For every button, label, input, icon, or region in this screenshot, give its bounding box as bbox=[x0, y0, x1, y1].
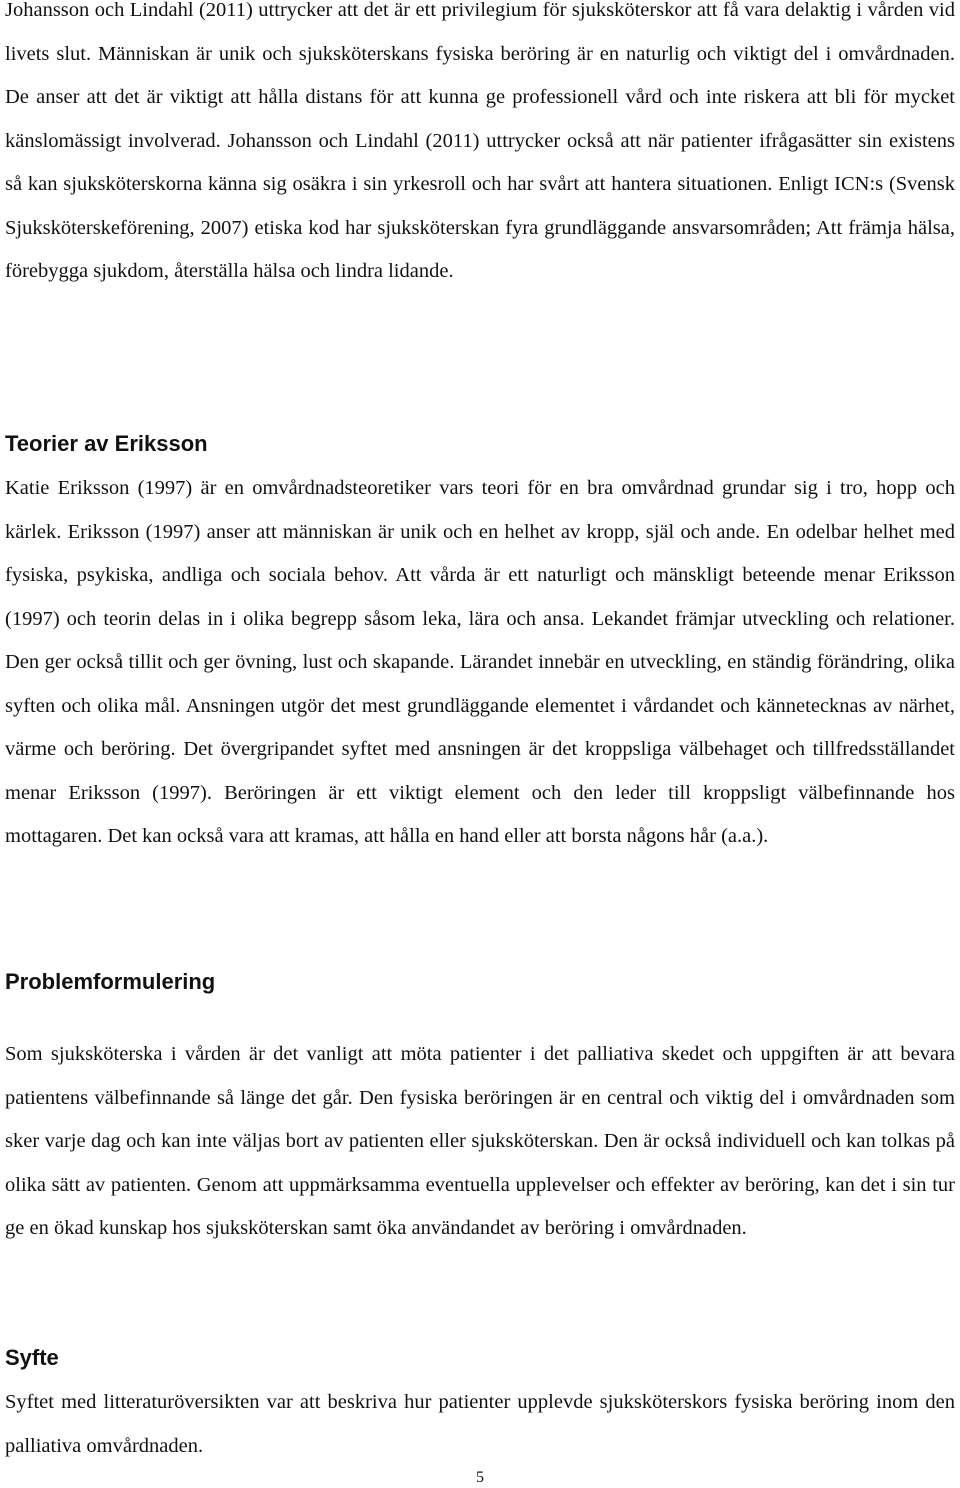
page-number: 5 bbox=[476, 1469, 484, 1486]
section-paragraph-syfte: Syftet med litteraturöversikten var att beskriva hur patienter upplevde sjuksköterskors fysiska beröring inom den palliativa omvårdnaden. bbox=[5, 1391, 955, 1457]
intro-paragraph: Johansson och Lindahl (2011) uttrycker att det är ett privilegium för sjuksköterskor att få vara delaktig i vården vid livets slut. Människan är unik och sjuksköterskans fysiska beröring är en naturlig och viktigt del i omvårdnaden. De anser att det är viktigt att hålla distans för att kunna ge professionell vård och inte riskera att bli för mycket känslomässigt involverad. Johansson och Lindahl (2011) uttrycker också att när patienter ifrågasätter sin existens så kan sjuksköterskorna känna sig osäkra i sin yrkesroll och har svårt att hantera situationen. Enligt ICN:s (Svensk Sjuksköterskeförening, 2007) etiska kod har sjuksköterskan fyra grundläggande ansvarsområden; Att främja hälsa, förebygga sjukdom, återställa hälsa och lindra lidande. bbox=[5, 0, 955, 282]
section-heading-teorier: Teorier av Eriksson bbox=[5, 431, 208, 456]
section-heading-problemformulering: Problemformulering bbox=[5, 969, 216, 994]
section-paragraph-problemformulering: Som sjuksköterska i vården är det vanligt att möta patienter i det palliativa skedet och uppgiften är att bevara patientens välbefinnande så länge det går. Den fysiska beröringen är en central och viktig del i omvårdnaden som sker varje dag och kan inte väljas bort av patienten eller sjuksköterskan. Den är också individuell och kan tolkas på olika sätt av patienten. Genom att uppmärksamma eventuella upplevelser och effekter av beröring, kan det i sin tur ge en ökad kunskap hos sjuksköterskan samt öka användandet av beröring i omvårdnaden. bbox=[5, 1043, 955, 1239]
section-paragraph-teorier: Katie Eriksson (1997) är en omvårdnadsteoretiker vars teori för en bra omvårdnad grundar sig i tro, hopp och kärlek. Eriksson (1997) anser att människan är unik och en helhet av kropp, själ och ande. En odelbar helhet med fysiska, psykiska, andliga och sociala behov. Att vårda är ett naturligt och mänskligt beteende menar Eriksson (1997) och teorin delas in i olika begrepp såsom leka, lära och ansa. Lekandet främjar utveckling och relationer. Den ger också tillit och ger övning, lust och skapande. Lärandet innebär en utveckling, en ständig förändring, olika syften och olika mål. Ansningen utgör det mest grundläggande elementet i vårdandet och kännetecknas av närhet, värme och beröring. Det övergripandet syftet med ansningen är det kroppsliga välbehaget och tillfredsställandet menar Eriksson (1997). Beröringen är ett viktigt element och den leder till kroppsligt välbefinnande hos mottagaren. Det kan också vara att kramas, att hålla en hand eller att borsta någons hår (a.a.). bbox=[5, 477, 955, 847]
section-heading-syfte: Syfte bbox=[5, 1345, 59, 1370]
